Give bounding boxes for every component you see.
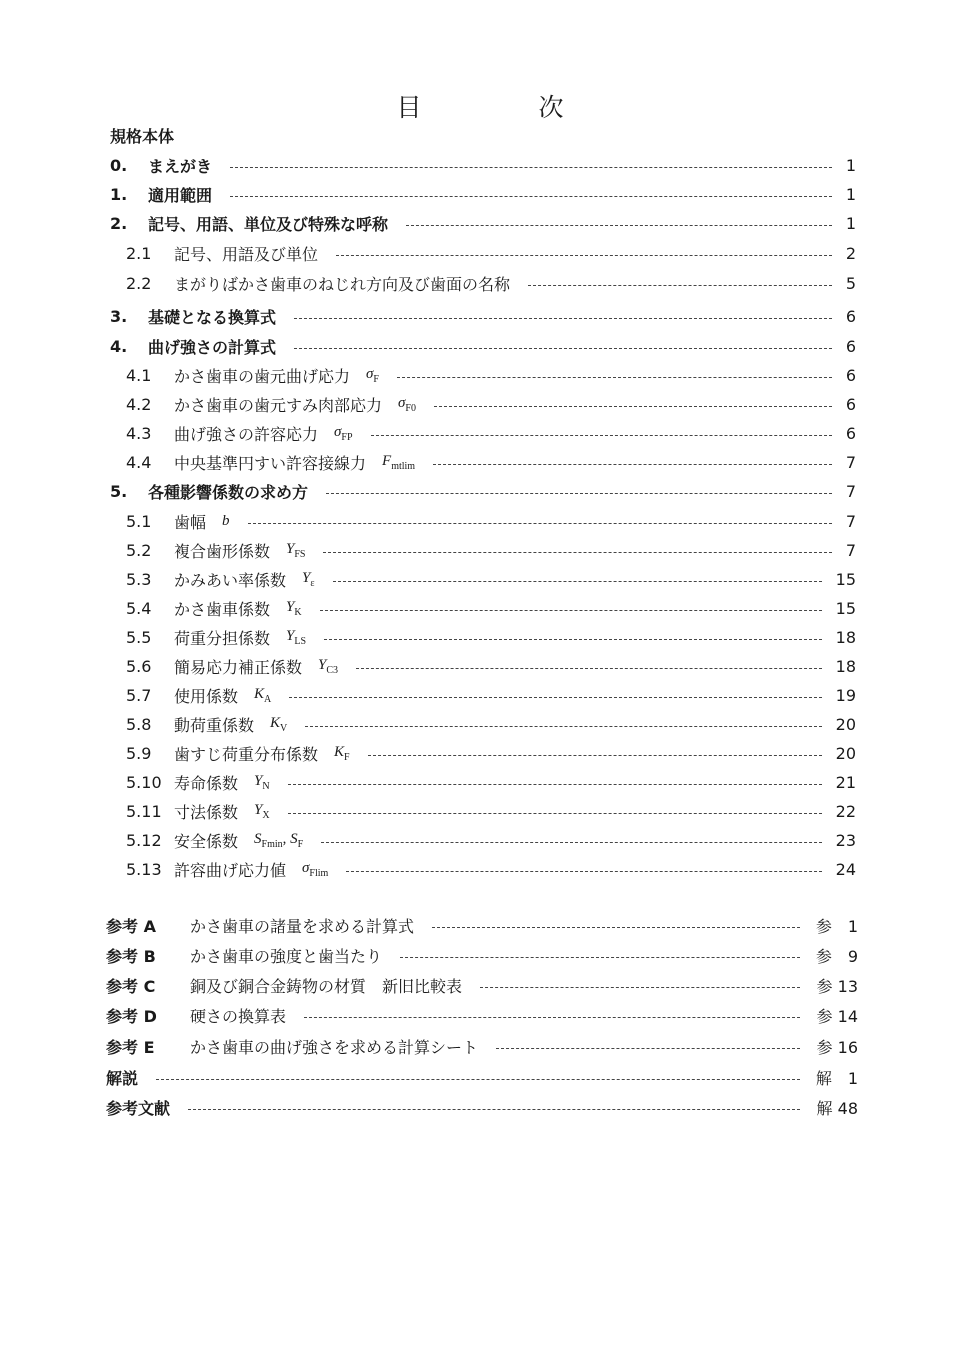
entry-number: 5.6 [126, 656, 152, 676]
entry-number: 5.3 [126, 569, 152, 589]
entry-number: 5.5 [126, 627, 152, 647]
symbol-main: S [254, 830, 262, 847]
entry-title: 安全係数 [174, 831, 239, 851]
entry-title: かさ歯車の歯元すみ肉部応力 [174, 395, 383, 415]
entry-title: 基礎となる換算式 [148, 307, 277, 327]
entry-number: 3. [110, 306, 128, 326]
reference-title: かさ歯車の諸量を求める計算式 [190, 916, 415, 936]
dash-leader [368, 755, 822, 756]
entry-symbol [286, 541, 305, 560]
toc-entry[interactable] [110, 210, 856, 236]
entry-number: 2. [110, 213, 128, 233]
entry-page: 6 [845, 394, 856, 414]
reference-page: 参 16 [816, 1037, 858, 1057]
entry-number: 5. [110, 481, 128, 501]
entry-symbol [334, 424, 353, 443]
entry-title: 適用範囲 [148, 185, 213, 205]
toc-entry[interactable] [110, 478, 856, 504]
entry-page: 22 [835, 801, 856, 821]
symbol-main: Y [302, 569, 311, 586]
symbol-main: S [290, 830, 298, 847]
entry-page: 1 [845, 155, 856, 175]
toc-entry[interactable] [110, 152, 856, 178]
symbol-subscript: X [262, 809, 270, 821]
entry-number: 2.1 [126, 243, 152, 263]
symbol-main: F [382, 452, 392, 469]
reference-label: 参考文献 [106, 1098, 171, 1118]
dash-leader [321, 842, 821, 843]
entry-number: 5.1 [126, 511, 152, 531]
entry-symbol [222, 513, 230, 530]
symbol-main: Y [286, 627, 295, 644]
toc-entry[interactable] [126, 653, 856, 679]
entry-page: 23 [835, 830, 856, 850]
entry-symbol [254, 773, 270, 792]
dash-leader [480, 987, 800, 988]
toc-entry[interactable] [126, 449, 856, 475]
symbol-subscript: F [297, 838, 304, 850]
entry-symbol [254, 686, 271, 705]
entry-number: 4.1 [126, 365, 152, 385]
toc-entry[interactable] [126, 537, 856, 563]
reference-label: 解説 [106, 1068, 139, 1088]
dash-leader [230, 196, 832, 197]
entry-number: 5.7 [126, 685, 152, 705]
entry-symbol [382, 453, 415, 472]
entry-number: 4. [110, 336, 128, 356]
entry-title: かさ歯車の歯元曲げ応力 [174, 366, 351, 386]
toc-entry[interactable] [110, 181, 856, 207]
entry-title: 複合歯形係数 [174, 541, 271, 561]
dash-leader [496, 1048, 800, 1049]
toc-entry[interactable] [126, 682, 856, 708]
reference-label: 参考 E [106, 1037, 155, 1057]
symbol-subscript: C3 [326, 664, 339, 676]
entry-title: 歯すじ荷重分布係数 [174, 744, 319, 764]
entry-number: 5.10 [126, 772, 162, 792]
symbol-main: K [334, 743, 345, 760]
entry-number: 4.4 [126, 452, 152, 472]
dash-leader [248, 523, 832, 524]
entry-title: 記号、用語及び単位 [174, 244, 319, 264]
entry-page: 15 [835, 569, 856, 589]
toc-entry[interactable] [126, 827, 856, 853]
entry-page: 7 [845, 452, 856, 472]
symbol-subscript: F [373, 373, 379, 385]
symbol-main: σ [302, 859, 310, 876]
reference-page: 参 1 [815, 916, 858, 936]
entry-title: 使用係数 [174, 686, 239, 706]
dash-leader [528, 285, 832, 286]
entry-title: 記号、用語、単位及び特殊な呼称 [148, 214, 389, 234]
symbol-main: b [222, 512, 230, 529]
reference-label: 参考 C [106, 976, 156, 996]
entry-page: 6 [845, 365, 856, 385]
reference-entry[interactable] [106, 1002, 858, 1028]
dash-leader [323, 552, 831, 553]
symbol-subscript: Fmin [261, 838, 283, 850]
toc-entry[interactable] [126, 508, 856, 534]
symbol-subscript: N [262, 780, 270, 792]
entry-title: 荷重分担係数 [174, 628, 271, 648]
entry-title: 各種影響係数の求め方 [148, 482, 309, 502]
toc-entry[interactable] [110, 333, 856, 359]
entry-page: 6 [845, 306, 856, 326]
entry-page: 21 [835, 772, 856, 792]
dash-leader [320, 610, 822, 611]
entry-number: 1. [110, 184, 128, 204]
toc-subtitle: 規格本体 [110, 127, 175, 146]
entry-page: 6 [845, 336, 856, 356]
entry-title: 歯幅 [174, 512, 207, 532]
dash-leader [288, 784, 822, 785]
entry-symbol [302, 860, 328, 879]
dash-leader [336, 255, 832, 256]
symbol-main: Y [286, 540, 295, 557]
entry-number: 5.9 [126, 743, 152, 763]
entry-page: 18 [835, 656, 856, 676]
dash-leader [371, 435, 832, 436]
dash-leader [433, 464, 832, 465]
toc-entry[interactable] [126, 362, 856, 388]
toc-entry[interactable] [110, 303, 856, 329]
symbol-main: Y [254, 801, 263, 818]
entry-page: 19 [835, 685, 856, 705]
symbol-main: σ [398, 394, 406, 411]
entry-symbol [334, 744, 350, 763]
entry-number: 2.2 [126, 273, 152, 293]
entry-symbol [286, 628, 306, 647]
entry-symbol [302, 570, 315, 589]
page-title: 目 次 [396, 93, 610, 122]
entry-symbol [270, 715, 287, 734]
dash-leader [304, 1017, 800, 1018]
reference-entry[interactable] [106, 942, 858, 968]
reference-page: 参 14 [816, 1006, 858, 1026]
entry-page: 2 [845, 243, 856, 263]
symbol-main: Y [254, 772, 263, 789]
entry-title: かみあい率係数 [174, 570, 287, 590]
entry-title: まえがき [148, 156, 213, 176]
toc-entry[interactable] [126, 240, 856, 266]
dash-leader [406, 225, 832, 226]
entry-symbol [254, 802, 270, 821]
dash-leader [294, 318, 832, 319]
reference-page: 参 13 [816, 976, 858, 996]
symbol-subscript: V [280, 722, 288, 734]
symbol-subscript: mtlim [391, 460, 416, 472]
entry-title: 曲げ強さの計算式 [148, 337, 277, 357]
entry-page: 20 [835, 714, 856, 734]
entry-title: 寿命係数 [174, 773, 239, 793]
entry-title: 許容曲げ応力値 [174, 860, 287, 880]
entry-number: 0. [110, 155, 128, 175]
entry-symbol [398, 395, 416, 414]
toc-entry[interactable] [126, 740, 856, 766]
dash-leader [326, 493, 832, 494]
toc-entry[interactable] [126, 769, 856, 795]
entry-page: 7 [845, 511, 856, 531]
dash-leader [432, 927, 800, 928]
entry-page: 7 [845, 540, 856, 560]
entry-page: 5 [845, 273, 856, 293]
entry-page: 6 [845, 423, 856, 443]
reference-entry[interactable] [106, 1033, 858, 1059]
reference-label: 参考 D [106, 1006, 157, 1026]
symbol-subscript: FP [341, 431, 353, 443]
toc-entry[interactable] [126, 270, 856, 296]
reference-page: 解 48 [816, 1098, 858, 1118]
dash-leader [324, 639, 822, 640]
entry-page: 7 [845, 481, 856, 501]
toc-entry[interactable] [126, 420, 856, 446]
entry-page: 20 [835, 743, 856, 763]
entry-number: 5.12 [126, 830, 162, 850]
dash-leader [289, 697, 821, 698]
symbol-subscript: LS [294, 635, 307, 647]
reference-entry[interactable] [106, 1064, 858, 1090]
symbol-subscript: ε [310, 577, 315, 589]
entry-page: 1 [845, 213, 856, 233]
entry-number: 5.13 [126, 859, 162, 879]
entry-page: 15 [835, 598, 856, 618]
entry-title: 中央基準円すい許容接線力 [174, 453, 367, 473]
symbol-subscript: F0 [405, 402, 416, 414]
symbol-subscript: FS [294, 548, 306, 560]
entry-page: 1 [845, 184, 856, 204]
reference-title: かさ歯車の強度と歯当たり [190, 946, 383, 966]
toc-entry[interactable] [126, 798, 856, 824]
symbol-subscript: Flim [309, 867, 329, 879]
entry-number: 5.8 [126, 714, 152, 734]
reference-page: 解 1 [815, 1068, 858, 1088]
reference-page: 参 9 [815, 946, 858, 966]
dash-leader [400, 957, 800, 958]
dash-leader [397, 377, 832, 378]
reference-title: かさ歯車の曲げ強さを求める計算シート [190, 1037, 479, 1057]
entry-symbol [366, 366, 379, 385]
entry-page: 18 [835, 627, 856, 647]
toc-entry[interactable] [126, 566, 856, 592]
entry-number: 4.2 [126, 394, 152, 414]
toc-entry[interactable] [126, 595, 856, 621]
symbol-main: K [254, 685, 265, 702]
toc-entry[interactable] [126, 711, 856, 737]
reference-label: 参考 B [106, 946, 156, 966]
symbol-subscript: F [344, 751, 350, 763]
dash-leader [188, 1109, 800, 1110]
reference-label: 参考 A [106, 916, 156, 936]
dash-leader [346, 871, 821, 872]
entry-title: 曲げ強さの許容応力 [174, 424, 319, 444]
entry-number: 5.4 [126, 598, 152, 618]
entry-title: 寸法係数 [174, 802, 239, 822]
entry-number: 5.2 [126, 540, 152, 560]
dash-leader [230, 167, 832, 168]
symbol-main: σ [366, 365, 374, 382]
symbol-main: K [270, 714, 281, 731]
reference-entry[interactable] [106, 972, 858, 998]
dash-leader [356, 668, 822, 669]
entry-title: まがりばかさ歯車のねじれ方向及び歯面の名称 [174, 274, 511, 294]
symbol-subscript: A [264, 693, 272, 705]
toc-entry[interactable] [126, 856, 856, 882]
entry-symbol: $S_{Fmin}$, $S_F$ [254, 830, 304, 850]
entry-number: 5.11 [126, 801, 162, 821]
dash-leader [305, 726, 821, 727]
dash-leader [294, 348, 832, 349]
entry-number: 4.3 [126, 423, 152, 443]
dash-leader [434, 406, 832, 407]
entry-page: 24 [835, 859, 856, 879]
reference-title: 硬さの換算表 [190, 1006, 287, 1026]
symbol-main: Y [286, 598, 295, 615]
reference-title: 銅及び銅合金鋳物の材質 新旧比較表 [190, 976, 463, 996]
entry-symbol [286, 599, 302, 618]
symbol-subscript: K [294, 606, 302, 618]
toc-entry[interactable] [126, 391, 856, 417]
toc-entry[interactable] [126, 624, 856, 650]
reference-entry[interactable] [106, 912, 858, 938]
entry-title: 動荷重係数 [174, 715, 255, 735]
entry-title: かさ歯車係数 [174, 599, 271, 619]
symbol-main: σ [334, 423, 342, 440]
dash-leader [333, 581, 822, 582]
entry-title: 簡易応力補正係数 [174, 657, 303, 677]
reference-entry[interactable] [106, 1094, 858, 1120]
dash-leader [156, 1079, 800, 1080]
symbol-main: Y [318, 656, 327, 673]
dash-leader [288, 813, 822, 814]
entry-symbol [318, 657, 338, 676]
